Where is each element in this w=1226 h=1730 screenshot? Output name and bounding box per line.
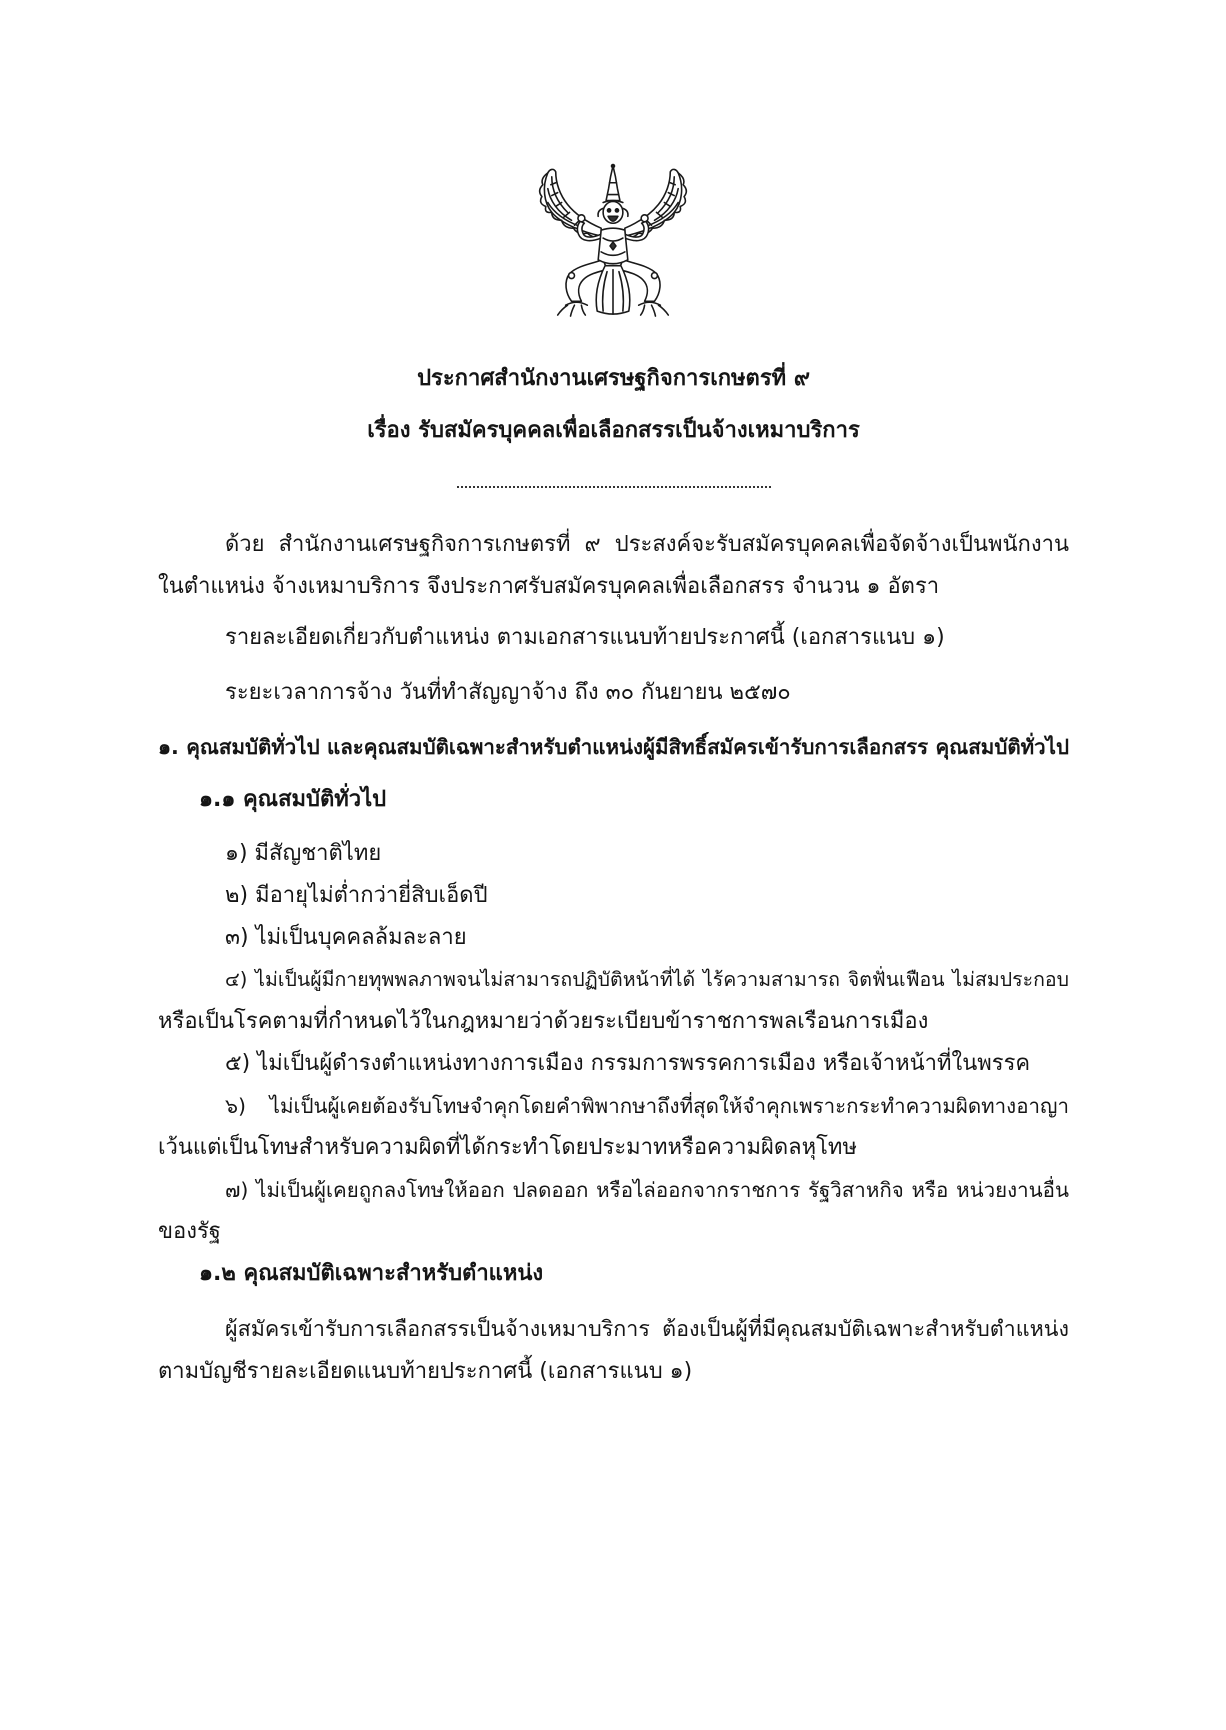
section-heading: ๑. คุณสมบัติทั่วไป และคุณสมบัติเฉพาะสำหรับตำแหน่งผู้มีสิทธิ์สมัครเข้ารับการเลือกสรร คุณสมบัติทั่วไป <box>158 735 1069 759</box>
garuda-emblem <box>534 163 692 321</box>
announcement-content <box>158 358 1069 1393</box>
qualification-item: ๗) ไม่เป็นผู้เคยถูกลงโทษให้ออก ปลดออก หรือไล่ออกจากราชการ รัฐวิสาหกิจ หรือ หน่วยงานอื่น <box>225 1178 1069 1202</box>
garuda-emblem-container <box>534 163 692 321</box>
specific-qualification-line: ตามบัญชีรายละเอียดแนบท้ายประกาศนี้ (เอกสารแนบ ๑) <box>158 1359 693 1384</box>
general-qualifications-list <box>158 833 1069 1253</box>
qualification-item: ๒) มีอายุไม่ต่ำกว่ายี่สิบเอ็ดปี <box>225 883 488 908</box>
details-text: รายละเอียดเกี่ยวกับตำแหน่ง ตามเอกสารแนบท้ายประกาศนี้ (เอกสารแนบ ๑) <box>225 625 945 650</box>
intro-paragraph <box>158 524 1069 608</box>
qualification-item: ๖) ไม่เป็นผู้เคยต้องรับโทษจำคุกโดยคำพิพากษาถึงที่สุดให้จำคุกเพราะกระทำความผิดทางอาญา <box>225 1094 1069 1118</box>
qualification-continuation: เว้นแต่เป็นโทษสำหรับความผิดที่ได้กระทำโดยประมาทหรือความผิดลหุโทษ <box>158 1135 857 1160</box>
intro-line: ด้วย สำนักงานเศรษฐกิจการเกษตรที่ ๙ ประสงค์จะรับสมัครบุคคลเพื่อจัดจ้างเป็นพนักงาน <box>225 532 1069 557</box>
qualification-continuation: หรือเป็นโรคตามที่กำหนดไว้ในกฎหมายว่าด้วยระเบียบข้าราชการพลเรือนการเมือง <box>158 1009 929 1034</box>
employment-period: ระยะเวลาการจ้าง วันที่ทำสัญญาจ้าง ถึง ๓๐ กันยายน ๒๕๗๐ <box>225 680 791 705</box>
subsection-heading-specific: ๑.๒ คุณสมบัติเฉพาะสำหรับตำแหน่ง <box>199 1261 544 1286</box>
page-subject: เรื่อง รับสมัครบุคคลเพื่อเลือกสรรเป็นจ้างเหมาบริการ <box>367 418 860 443</box>
qualification-item: ๑) มีสัญชาติไทย <box>225 841 382 866</box>
specific-qualification-line: ผู้สมัครเข้ารับการเลือกสรรเป็นจ้างเหมาบริการ ต้องเป็นผู้ที่มีคุณสมบัติเฉพาะสำหรับตำแหน่ง <box>225 1317 1069 1342</box>
qualification-item: ๕) ไม่เป็นผู้ดำรงตำแหน่งทางการเมือง กรรมการพรรคการเมือง หรือเจ้าหน้าที่ในพรรค <box>225 1051 1031 1076</box>
qualification-item: ๓) ไม่เป็นบุคคลล้มละลาย <box>225 925 467 950</box>
intro-line: ในตำแหน่ง จ้างเหมาบริการ จึงประกาศรับสมัครบุคคลเพื่อเลือกสรร จำนวน ๑ อัตรา <box>158 574 940 599</box>
title-divider <box>457 486 771 488</box>
page-title: ประกาศสำนักงานเศรษฐกิจการเกษตรที่ ๙ <box>417 366 810 391</box>
subsection-heading-general: ๑.๑ คุณสมบัติทั่วไป <box>199 787 387 812</box>
qualification-item: ๔) ไม่เป็นผู้มีกายทุพพลภาพจนไม่สามารถปฏิบัติหน้าที่ได้ ไร้ความสามารถ จิตฟั่นเฟือน ไม่สมประกอบ <box>225 968 1069 991</box>
specific-qualifications-paragraph <box>158 1309 1069 1393</box>
qualification-continuation: ของรัฐ <box>158 1219 221 1244</box>
